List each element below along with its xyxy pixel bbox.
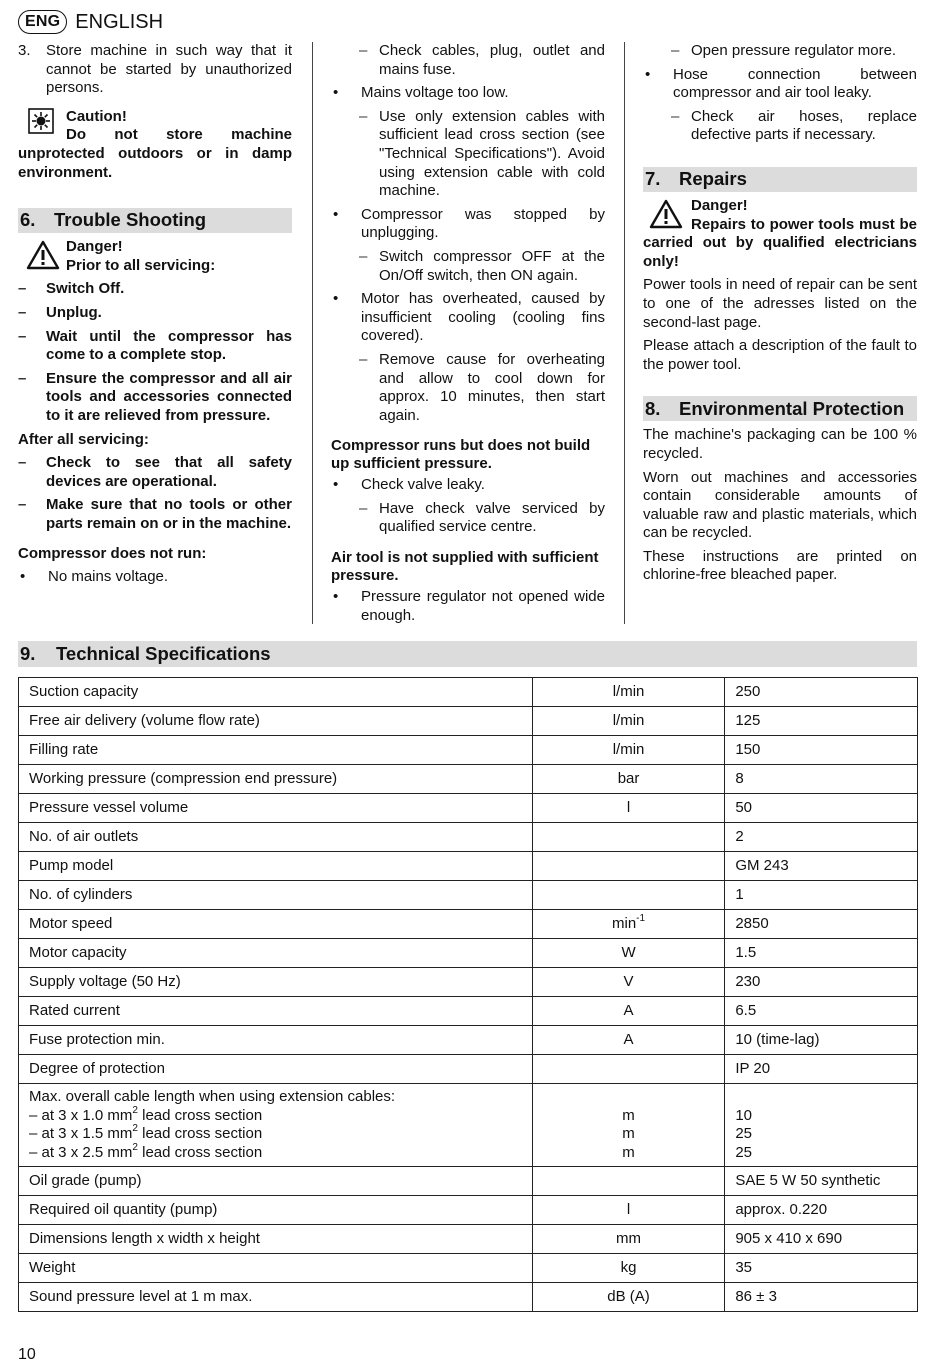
after-servicing-label: After all servicing: <box>18 430 149 448</box>
list-item: – Check air hoses, replace defective parts if necessary. <box>671 107 917 144</box>
list-item: – Check to see that all safety devices are operational. <box>18 454 292 490</box>
list-item: – Switch compressor OFF at the On/Off switch, then ON again. <box>359 247 605 284</box>
list-item: – Wait until the compressor has come to a complete stop. <box>18 327 292 364</box>
caution-title: Caution! <box>66 107 127 125</box>
list-item: – Remove cause for overheating and allow to cool down for approx. 10 minutes, then start again. <box>359 350 605 424</box>
list-item: – Switch Off. <box>18 280 125 298</box>
table-row: Pressure vessel volume l 50 <box>19 794 918 823</box>
paragraph: Worn out machines and accessories contain considerable amounts of valuable raw and plastic materials, which can be recycled. <box>643 468 917 542</box>
subheading: Air tool is not supplied with sufficient pressure. <box>331 549 599 584</box>
table-row: Supply voltage (50 Hz) V 230 <box>19 968 918 997</box>
list-item: – Make sure that no tools or other parts remain on or in the machine. <box>18 496 292 532</box>
table-row: Oil grade (pump) SAE 5 W 50 synthetic <box>19 1167 918 1196</box>
specifications-table <box>18 677 918 1312</box>
list-item: • Mains voltage too low. <box>333 84 509 102</box>
page-number: 10 <box>18 1346 36 1363</box>
paragraph: Power tools in need of repair can be sent to one of the adresses listed on the second-last page. <box>643 276 917 331</box>
list-item: – Use only extension cables with sufficient lead cross section (see "Technical Specifications"). Avoid using extension cable with cold machine. <box>359 107 605 200</box>
section-heading-technical-specifications: 9. Technical Specifications <box>18 641 917 667</box>
table-row: No. of cylinders 1 <box>19 881 918 910</box>
section-heading-environmental-protection: 8. Environmental Protection <box>643 396 917 421</box>
paragraph: The machine's packaging can be 100 % recycled. <box>643 426 917 462</box>
table-row: Fuse protection min. A 10 (time-lag) <box>19 1026 918 1055</box>
list-item: • Hose connection between compressor and air tool leaky. <box>645 65 917 102</box>
danger-title: Danger! <box>66 238 123 256</box>
table-row: Suction capacity l/min 250 <box>19 678 918 707</box>
table-row-cable-length: Max. overall cable length when using extension cables: – at 3 x 1.0 $mm^2$ lead cross section – at 3 x 1.5 $mm^2$ lead cross section – at 3 x 2.5 $mm^2$ lead cross section m m m 10 25 25 <box>19 1084 918 1167</box>
column-2 <box>331 42 605 630</box>
list-item: • Motor has overheated, caused by insufficient cooling (cooling fins covered). <box>333 290 605 345</box>
table-row: Free air delivery (volume flow rate) l/min 125 <box>19 707 918 736</box>
column-divider <box>312 42 313 624</box>
caution-text: Do not store machine unprotected outdoors or in damp environment. <box>18 126 292 181</box>
table-row: Working pressure (compression end pressure) bar 8 <box>19 765 918 794</box>
caution-block <box>18 108 292 182</box>
table-row: Sound pressure level at 1 m max. dB (A) 86 ± 3 <box>19 1283 918 1312</box>
subheading: Compressor does not run: <box>18 545 207 563</box>
table-row: Pump model GM 243 <box>19 852 918 881</box>
warning-triangle-icon <box>26 240 60 270</box>
danger-text: Repairs to power tools must be carried out by qualified electricians only! <box>643 215 917 270</box>
list-item: • Pressure regulator not opened wide enough. <box>333 588 605 624</box>
list-item: – Unplug. <box>18 303 102 321</box>
subheading: Compressor runs but does not build up sufficient pressure. <box>331 437 591 472</box>
danger-block <box>18 238 292 275</box>
numbered-item: 3. Store machine in such way that it cannot be started by unauthorized persons. <box>18 42 292 97</box>
list-item: – Ensure the compressor and all air tools and accessories connected to it are relieved from pressure. <box>18 369 292 424</box>
list-item: • Check valve leaky. <box>333 476 485 494</box>
paragraph: These instructions are printed on chlorine-free bleached paper. <box>643 547 917 584</box>
table-row: Motor capacity W 1.5 <box>19 939 918 968</box>
table-row: Motor speed $\min^{-1}$ 2850 <box>19 910 918 939</box>
list-item: • No mains voltage. <box>20 568 169 586</box>
table-row: Required oil quantity (pump) l approx. 0.220 <box>19 1196 918 1225</box>
caution-damp-icon <box>28 108 54 134</box>
paragraph: Please attach a description of the fault to the power tool. <box>643 337 917 373</box>
column-divider <box>624 42 625 624</box>
danger-title: Danger! <box>691 196 748 214</box>
table-row: Dimensions length x width x height mm 905 x 410 x 690 <box>19 1225 918 1254</box>
list-item: • Compressor was stopped by unplugging. <box>333 205 605 242</box>
list-item: – Have check valve serviced by qualified service centre. <box>359 499 605 536</box>
table-row: Degree of protection IP 20 <box>19 1055 918 1084</box>
table-row: Filling rate l/min 150 <box>19 736 918 765</box>
section-heading-repairs: 7. Repairs <box>643 167 917 192</box>
language-badge: ENG <box>18 10 67 34</box>
table-row: No. of air outlets 2 <box>19 823 918 852</box>
danger-block <box>643 197 917 271</box>
table-row: Weight kg 35 <box>19 1254 918 1283</box>
column-1 <box>18 42 292 592</box>
section-heading-trouble-shooting: 6. Trouble Shooting <box>18 208 292 233</box>
page-header <box>18 9 163 35</box>
danger-subtitle: Prior to all servicing: <box>66 256 216 274</box>
list-item: – Open pressure regulator more. <box>671 42 897 59</box>
language-title: ENGLISH <box>75 10 164 33</box>
column-3 <box>643 42 917 590</box>
table-row: Rated current A 6.5 <box>19 997 918 1026</box>
list-item: – Check cables, plug, outlet and mains fuse. <box>359 42 605 78</box>
warning-triangle-icon <box>649 199 683 229</box>
